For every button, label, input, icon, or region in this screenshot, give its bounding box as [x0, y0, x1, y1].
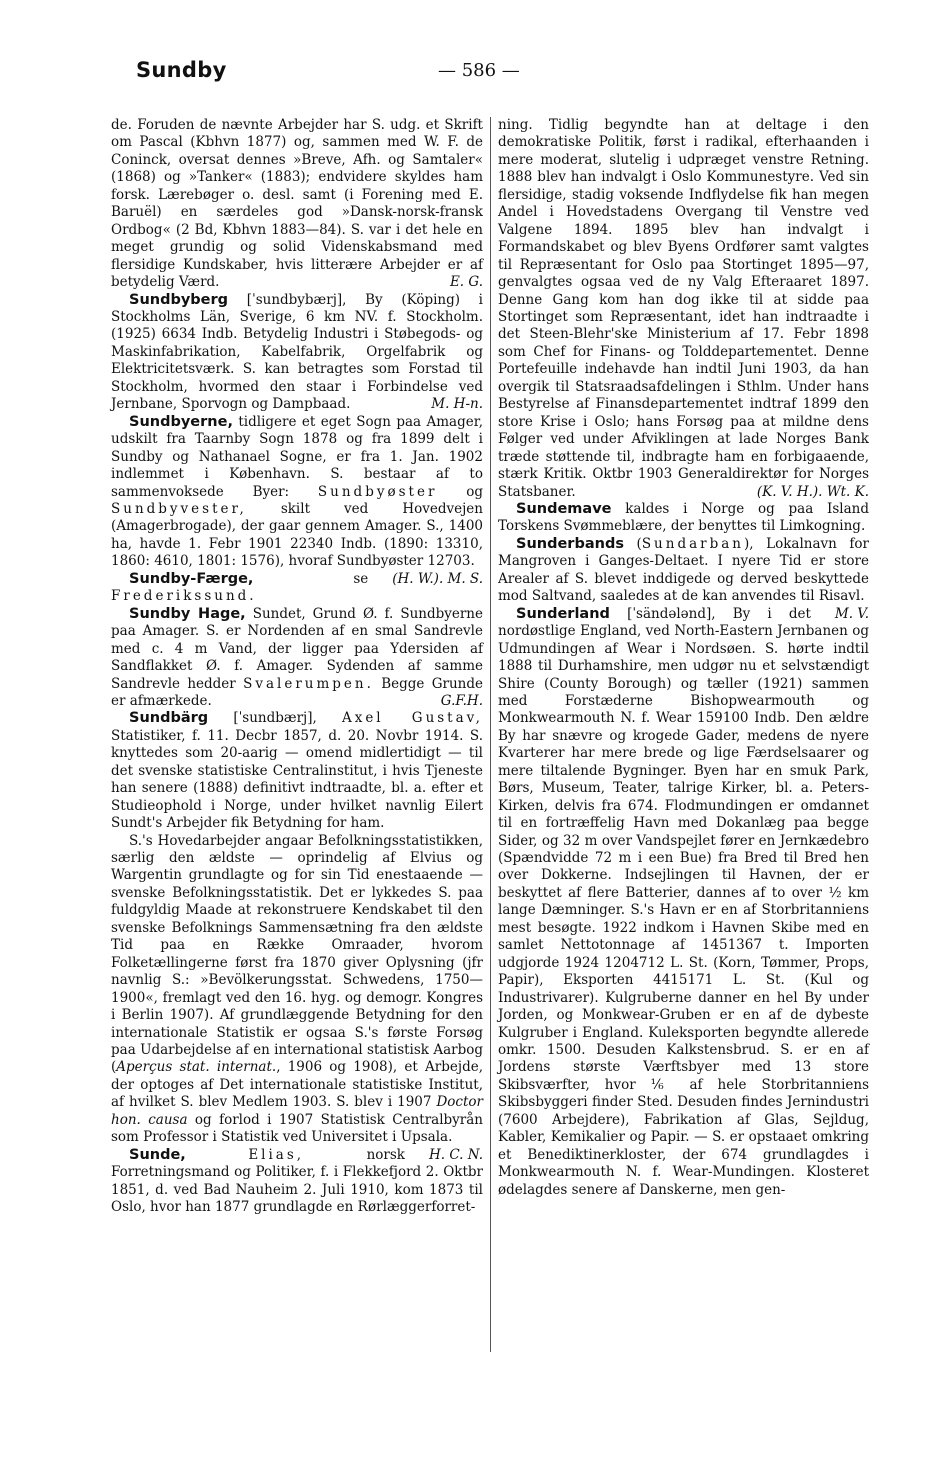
entry-headword: Sundemave [516, 500, 612, 517]
entry-headword: Sunde, [129, 1146, 186, 1163]
column-divider [490, 117, 491, 1352]
entry-continuation: de. Foruden de nævnte Arbejder har S. udg. et Skrift om Pascal (Kbhvn 1877) og, sammen med W. F. de Coninck, oversat dennes »Breve, Afh. og Samtaler« (1868) og »Tanker« (1883); endvidere skyldes ham forsk. Lærebøger o. desl. samt (i Forening med E. Baruël) en særdeles god »Dansk-norsk-fransk Ordbog« (2 Bd, Kbhvn 1883—84). S. var i det hele en meget grundig og solid Videnskabsmand med flersidige Kundskaber, hvis litterære Arbejder er af betydelig Værd. E. G. [111, 117, 483, 291]
entry-sundby-faerge: Sundby-Færge, se Frederikssund. [111, 570, 369, 605]
author-signature: E. G. [449, 274, 483, 291]
entry-headword: Sundbyerne, [129, 413, 233, 430]
left-column [111, 117, 483, 1217]
entry-sundemave: Sundemave kaldes i Norge og paa Island Torskens Svømmeblære, der benyttes til Limkogning. [498, 500, 869, 535]
entry-sunderbands: Sunderbands (Sundarban), Lokalnavn for Mangroven i Ganges-Deltaet. I nyere Tid er store Arealer af S. blevet inddigede og derved beskyttede mod Saltvand, saaledes at de kan anvendes til Risavl. M. V. [498, 535, 869, 622]
page-header [0, 58, 936, 98]
page-number: — 586 — [438, 60, 520, 81]
entry-headword: Sundbyberg [129, 291, 229, 308]
entry-headword: Sundby-Færge, [129, 570, 254, 587]
author-signature: (K. V. H.). Wt. K. [756, 483, 869, 500]
entry-headword: Sundbärg [129, 710, 209, 727]
author-signature: (H. W.). M. S. [392, 570, 483, 587]
right-column [498, 117, 869, 1199]
entry-headword: Sunderbands [516, 535, 624, 552]
entry-continuation: ning. Tidlig begyndte han at deltage i den demokratiske Politik, først i radikal, efterhaanden i mere moderat, slutelig i udpræget venstre Retning. 1888 blev han indvalgt i Oslo Kommunestyre. Ved sin flersidige, stadig voksende Indflydelse fik han megen Andel i Hovedstadens Overgang til Venstre ved Valgene 1894. 1895 blev han indvalgt i Formandskabet og blev Byens Ordfører samt valgtes til Repræsentant for Oslo paa Stortinget 1895—97, genvalgtes ogsaa ved de ny Valg Efteraaret 1897. Denne Gang kom han dog ikke til at sidde paa Stortinget som Repræsentant, idet han indtraadte i det Steen-Blehr'ske Ministerium af 17. Febr 1898 som Chef for Finans- og Tolddepartementet. Denne Portefeuille indehavde han indtil Juni 1903, da han overgik til Statsraadsafdelingen i Sthlm. Under hans Bestyrelse af Finansdepartementet indtraf 1899 den store Krise i Oslo; hans Forsøg paa at mildne dens Følger ved under Afviklingen at lade Norges Bank træde støttende til, indbragte ham en forbigaaende, stærk Kritik. Oktbr 1903 Generaldirektør for Norges Statsbaner. (K. V. H.). Wt. K. [498, 117, 869, 500]
entry-sunde: Sunde, Elias, norsk Forretningsmand og Politiker, f. i Flekkefjord 2. Oktbr 1851, d. ved Bad Nauheim 2. Juli 1910, kom 1873 til Oslo, hvor han 1877 grundlagde en Rørlæggerforret- [111, 1146, 483, 1216]
entry-headword: Sunderland [516, 605, 610, 622]
entry-sundby-hage: Sundby Hage, Sundet, Grund Ø. f. Sundbyerne paa Amager. S. er Nordenden af en smal Sandrevle med c. 4 m Vand, der ligger paa Ydersiden af Sandflakket Ø. f. Amager. Sydenden af samme Sandrevle hedder Svalerumpen. Begge Grunde er afmærkede. G.F.H. [111, 605, 483, 709]
entry-sunderland: Sunderland [ˈsändələnd], By i det nordøstlige England, ved North-Eastern Jernbanen og Udmundingen af Wear i Nordsøen. S. hørte indtil 1888 til Durhamshire, men udgør nu et selvstændigt Shire (County Borough) og tæller (1921) sammen med Forstæderne Bishopwearmouth og Monkwearmouth N. f. Wear 159100 Indb. Den ældre By har snævre og krogede Gader, medens de nyere Kvarterer har mere brede og lige Færdselsaarer og mere tiltalende Bygninger. Byen har en smuk Park, Børs, Museum, Teater, talrige Kirker, bl. a. Peters-Kirken, delvis fra 674. Flodmundingen er omdannet til en fortræffelig Havn med Dokanlæg paa begge Sider, og 32 m over Vandspejlet fører en Jernkædebro (Spændvidde 72 m i een Bue) fra Bred til Bred hen over Dokkerne. Indsejlingen til Havnen, der er beskyttet af flere Batterier, dannes af to over ½ km lange Dæmninger. S.'s Havn er en af Storbritanniens mest besøgte. 1922 indkom i Havnen Skibe med en samlet Nettotonnage af 1451367 t. Importen udgjorde 1924 1204712 L. St. (Korn, Tømmer, Props, Papir), Eksporten 4415171 L. St. (Kul og Industrivarer). Kulgruberne danner en hel By under Jorden, og Monkwear-Gruben er en af de dybeste Kulgruber i England. Kuleksporten begyndte allerede omkr. 1500. Desuden Kalkstensbrud. S. er en af Jordens største Værftsbyer med 13 store Skibsværfter, hvor ⅙ af hele Storbritanniens Skibsbyggeri finder Sted. Desuden findes Jernindustri (7600 Arbejdere), Fabrikation af Glas, Sejldug, Kabler, Kemikalier og Papir. — S. er opstaaet omkring et Benediktinerkloster, der 674 grundlagdes i Monkwearmouth N. f. Wear-Mundingen. Klosteret ødelagdes senere af Danskerne, men gen- [498, 605, 869, 1198]
author-signature: M. V. [834, 605, 869, 622]
author-signature: G.F.H. [440, 692, 483, 709]
entry-sundbarg: Sundbärg [ˈsundbærj], Axel Gustav, Statistiker, f. 11. Decbr 1857, d. 20. Novbr 1914. S. knyttedes som 20-aarig — omend midlertidigt — til det svenske statistiske Centralinstitut, i hvis Tjeneste han senere (1888) definitivt indtraadte, bl. a. efter et Studieophold i Norge, under hvilket navnlig Eilert Sundt's Arbejder fik Betydning for ham. [111, 710, 483, 832]
entry-headword: Sundby Hage, [129, 605, 246, 622]
author-signature: M. H-n. [431, 396, 483, 413]
entry-sundbyerne: Sundbyerne, tidligere et eget Sogn paa Amager, udskilt fra Taarnby Sogn 1878 og fra 1899 delt i Sundby og Nathanael Sogne, er fra 1. Jan. 1902 indlemmet i København. S. bestaar af to sammenvoksede Byer: Sundbyøster og Sundbyvester, skilt ved Hovedvejen (Amagerbrogade), der gaar gennem Amager. S., 1400 ha, havde 1. Febr 1901 22340 Indb. (1890: 13310, 1860: 4610, 1801: 1576), hvoraf Sundbyøster 12703. (H. W.). M. S. [111, 413, 483, 587]
entry-sundbyberg: Sundbyberg [ˈsundbybærj], By (Köping) i Stockholms Län, Sverige, 6 km NV. f. Stockholm. (1925) 6634 Indb. Betydelig Industri i Støbegods- og Maskinfabrikation, Kabelfabrik, Orgelfabrik og Elektricitetsværk. S. kan betragtes som Forstad til Stockholm, hvormed den staar i Forbindelse ved Jernbane, Sporvogn og Dampbaad. M. H-n. [111, 291, 483, 413]
entry-sundbarg-cont: S.'s Hovedarbejder angaar Befolkningsstatistikken, særlig den ældste — oprindelig af Elvius og Wargentin grundlagte og for sin Tid enestaaende — svenske Befolkningsstatistik. Det er lykkedes S. paa fuldgyldig Maade at rekonstruere Kendskabet til den svenske Befolknings Sammensætning fra den ældste Tid paa en Række Omraader, hvorom Folketællingerne først fra 1870 giver Oplysning (jfr navnlig S.: »Bevölkerungsstat. Schwedens, 1750—1900«, fremlagt ved den 16. hyg. og demogr. Kongres i Berlin 1907). Af grundlæggende Betydning for den internationale Statistik er ogsaa S.'s første Forsøg paa Udarbejdelse af en international statistisk Aarbog (Aperçus stat. internat., 1906 og 1908), et Arbejde, der optoges af Det internationale statistiske Institut, af hvilket S. blev Medlem 1903. S. blev i 1907 Doctor hon. causa og forlod i 1907 Statistisk Centralbyrån som Professor i Statistik ved Universitet i Upsala. H. C. N. [111, 832, 483, 1163]
author-signature: H. C. N. [428, 1146, 483, 1163]
running-headword: Sundby [136, 58, 227, 82]
